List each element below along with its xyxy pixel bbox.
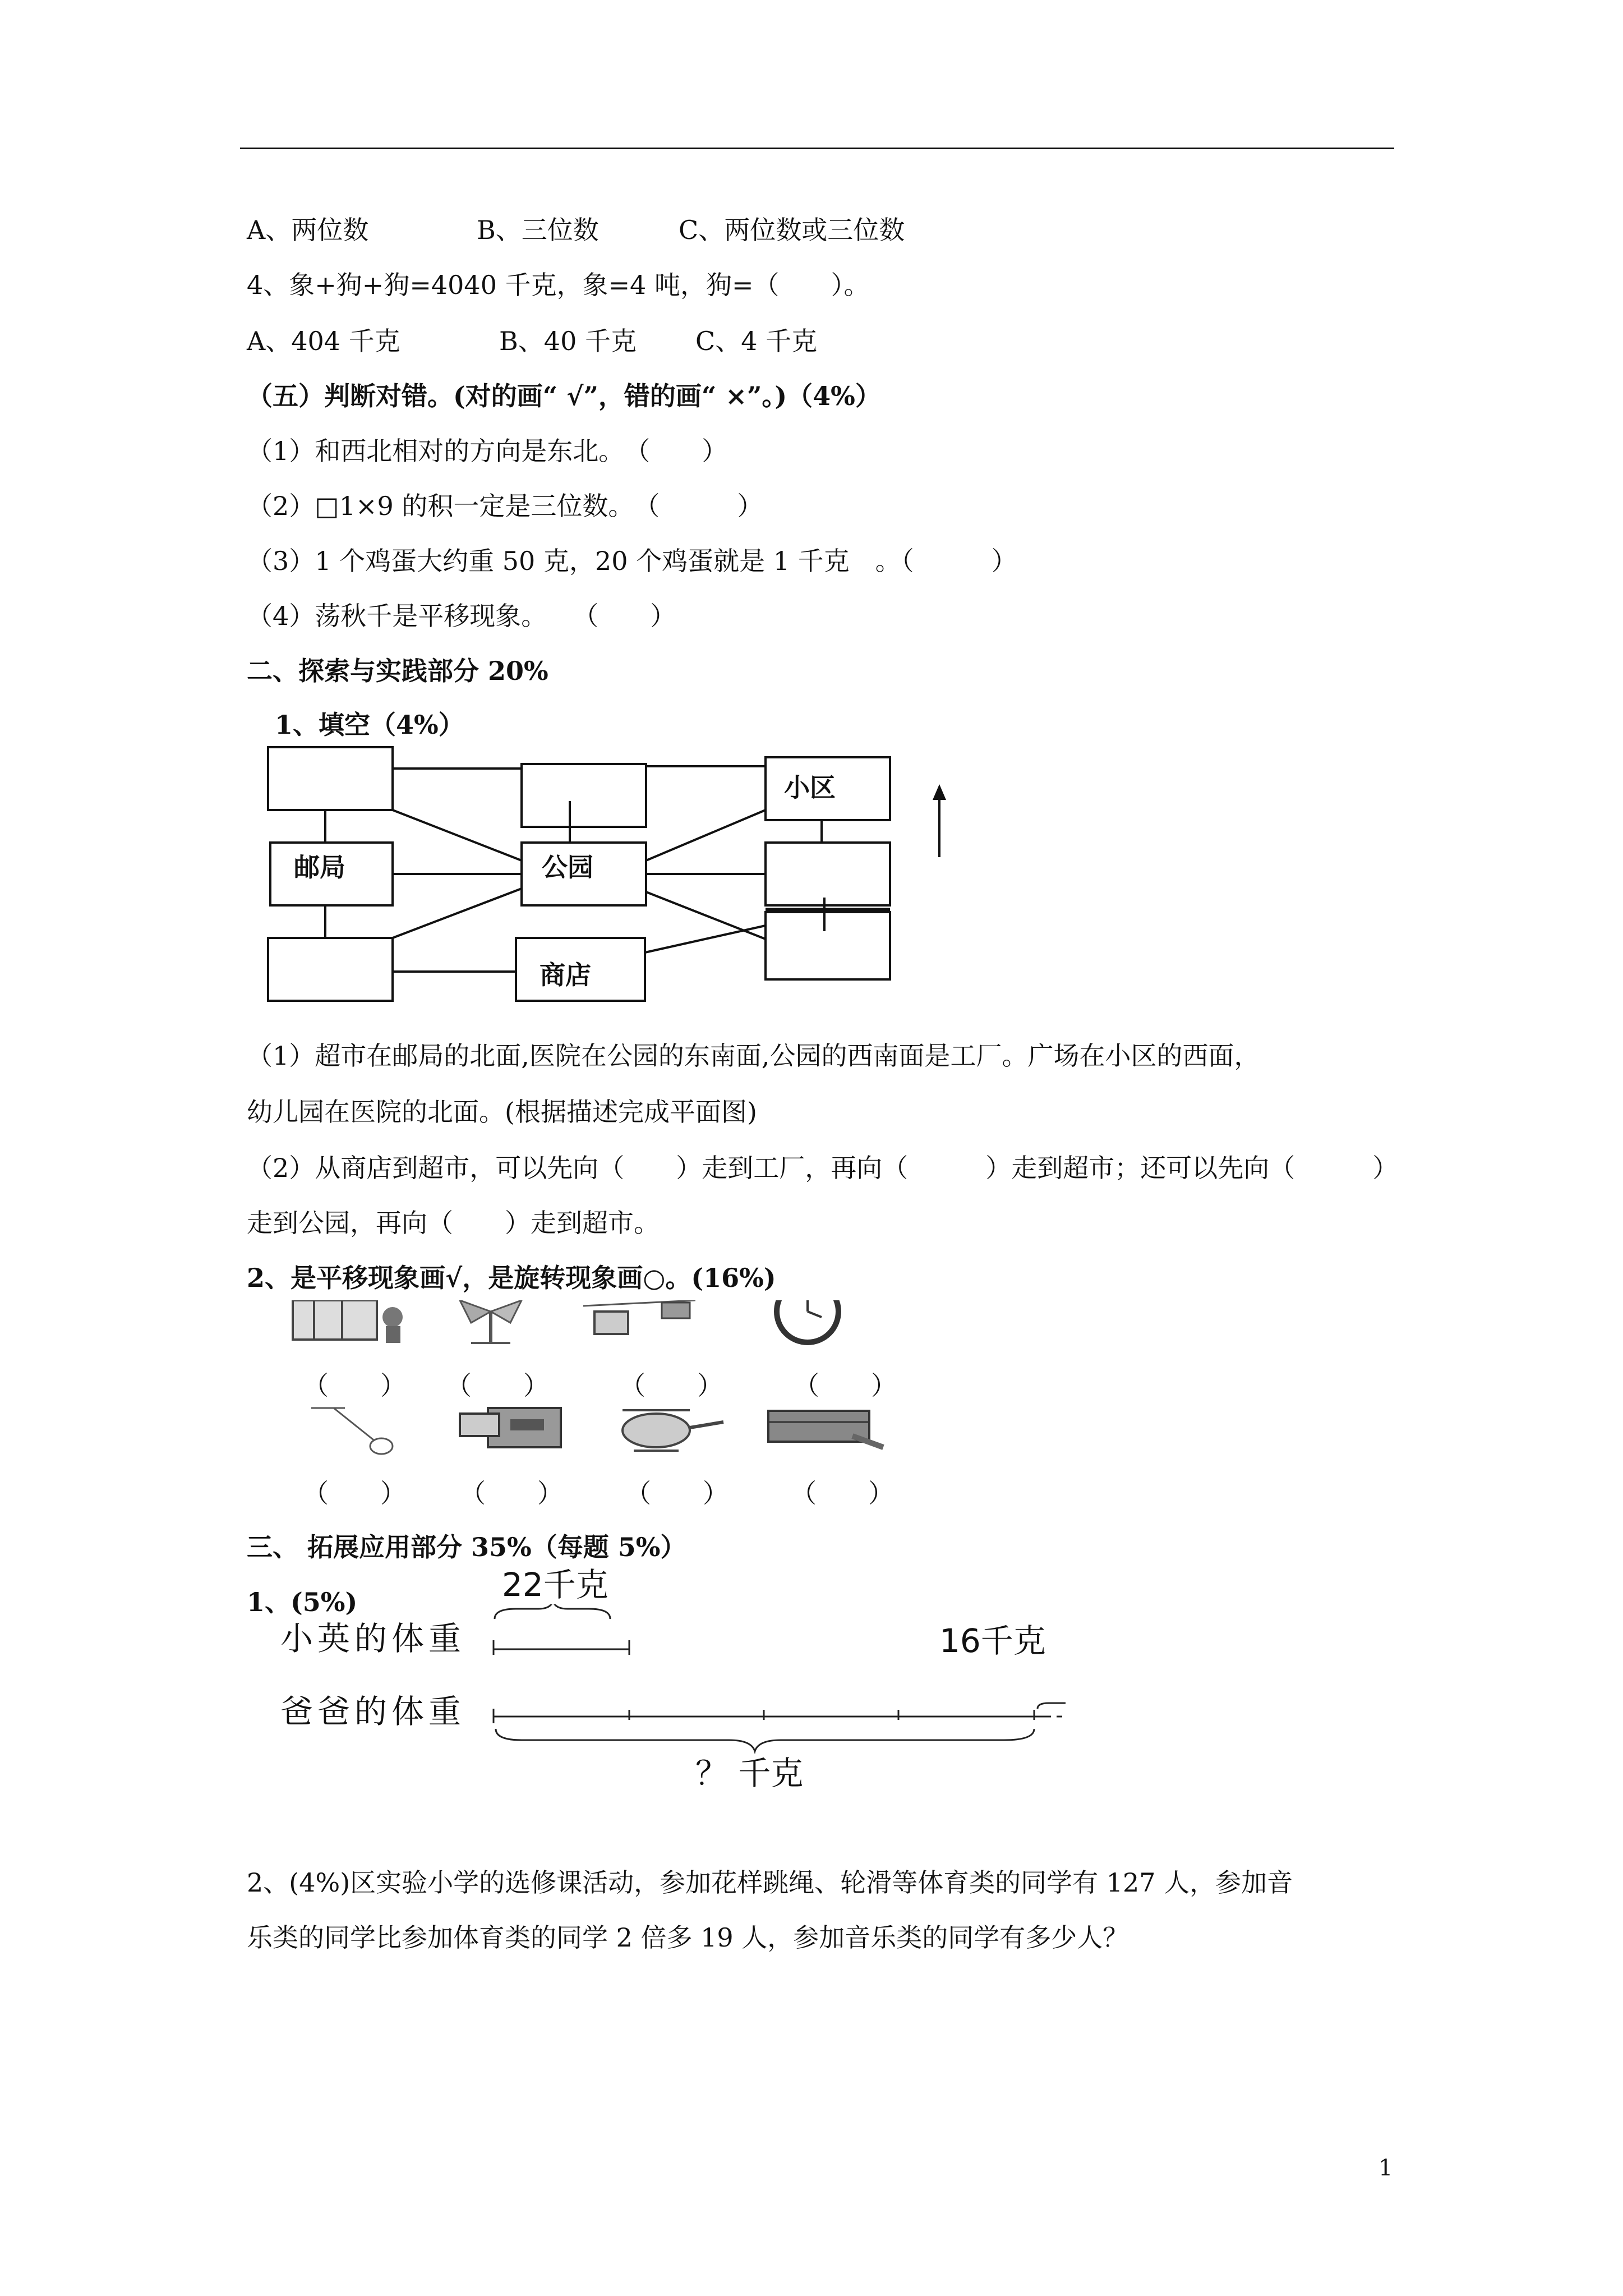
segment-extra-amount: 16千克 xyxy=(939,1622,1046,1660)
page-number: 1 xyxy=(1378,2155,1393,2181)
map-diagram xyxy=(258,735,965,1004)
map-label-community: 小区 xyxy=(784,772,836,803)
segment-xiaoying-label: 小英的体重 xyxy=(280,1619,466,1658)
blank-row2-1: （ ） xyxy=(303,1478,406,1508)
bottom-brace xyxy=(496,1729,1034,1751)
q4-option-b: B、40 千克 xyxy=(499,326,637,356)
part3-q1-label: 1、(5%) xyxy=(247,1587,358,1617)
cable-car-picture xyxy=(583,1300,695,1351)
part2-title: 二、探索与实践部分 20% xyxy=(247,656,548,686)
extra-brace xyxy=(1038,1697,1066,1709)
window-picture xyxy=(292,1300,415,1345)
map-label-park: 公园 xyxy=(542,852,593,882)
q4-option-a: A、404 千克 xyxy=(247,326,400,356)
part2-q2-title: 2、是平移现象画√，是旋转现象画○。(16%) xyxy=(247,1263,776,1293)
map-box-top-middle xyxy=(522,764,646,827)
header-rule xyxy=(240,148,1394,149)
judge-item-2: （2）□1×9 的积一定是三位数。 （ ） xyxy=(247,491,763,521)
q1-sub2-line1: （2）从商店到超市，可以先向（ ）走到工厂，再向（ ）走到超市；还可以先向（ ） xyxy=(247,1153,1399,1183)
q3-option-a: A、两位数 xyxy=(247,215,369,245)
windmill-picture xyxy=(449,1300,533,1345)
abacus-picture xyxy=(763,1402,886,1453)
map-box-top-left xyxy=(268,747,393,810)
part3-q2-line1: 2、(4%)区实验小学的选修课活动，参加花样跳绳、轮滑等体育类的同学有 127 人，参加音 xyxy=(247,1867,1293,1898)
top-brace xyxy=(495,1604,610,1619)
segment-top-amount: 22千克 xyxy=(502,1566,608,1604)
q1-sub1-line1: （1）超市在邮局的北面,医院在公园的东南面,公园的西南面是工厂。广场在小区的西面， xyxy=(247,1041,1260,1071)
blank-row1-2: （ ） xyxy=(446,1370,549,1401)
blank-row2-4: （ ） xyxy=(791,1478,894,1508)
map-box-right-bottom xyxy=(766,912,890,979)
helicopter-picture xyxy=(611,1402,729,1458)
blank-row1-1: （ ） xyxy=(303,1370,406,1401)
map-box-right-middle xyxy=(766,843,890,905)
blank-row1-3: （ ） xyxy=(620,1370,723,1401)
q4-stem: 4、象+狗+狗=4040 千克，象=4 吨，狗=（ ）。 xyxy=(247,270,870,300)
clock-picture xyxy=(768,1300,847,1345)
judge-item-3: （3）1 个鸡蛋大约重 50 克，20 个鸡蛋就是 1 千克 。（ ） xyxy=(247,546,1017,576)
map-label-shop: 商店 xyxy=(540,960,591,990)
q1-sub2-line2: 走到公园，再向（ ）走到超市。 xyxy=(247,1208,660,1238)
drawer-picture xyxy=(454,1402,566,1453)
pendulum-picture xyxy=(311,1402,395,1458)
segment-dad-label: 爸爸的体重 xyxy=(280,1692,466,1731)
north-arrow-icon xyxy=(933,784,946,857)
q3-option-b: B、三位数 xyxy=(477,215,599,245)
blank-row2-2: （ ） xyxy=(460,1478,563,1508)
q1-sub1-line2: 幼儿园在医院的北面。(根据描述完成平面图) xyxy=(247,1097,757,1127)
segment-question: ？ 千克 xyxy=(695,1754,804,1792)
part2-q1-title: 1、填空（4%） xyxy=(275,710,464,740)
judge-item-1: （1）和西北相对的方向是东北。 （ ） xyxy=(247,436,728,466)
part3-title: 三、 拓展应用部分 35%（每题 5%） xyxy=(247,1532,686,1562)
section5-title: （五）判断对错。(对的画“ √”，错的画“ ×”。)（4%） xyxy=(247,381,881,411)
map-box-bottom-left xyxy=(268,938,393,1001)
segment-diagram xyxy=(482,1604,1066,1761)
blank-row2-3: （ ） xyxy=(625,1478,728,1508)
q4-option-c: C、4 千克 xyxy=(695,326,818,356)
part3-q2-line2: 乐类的同学比参加体育类的同学 2 倍多 19 人，参加音乐类的同学有多少人？ xyxy=(247,1922,1129,1953)
blank-row1-4: （ ） xyxy=(794,1370,897,1401)
judge-item-4: （4）荡秋千是平移现象。 （ ） xyxy=(247,601,676,631)
map-label-post-office: 邮局 xyxy=(294,852,345,882)
q3-option-c: C、两位数或三位数 xyxy=(679,215,905,245)
